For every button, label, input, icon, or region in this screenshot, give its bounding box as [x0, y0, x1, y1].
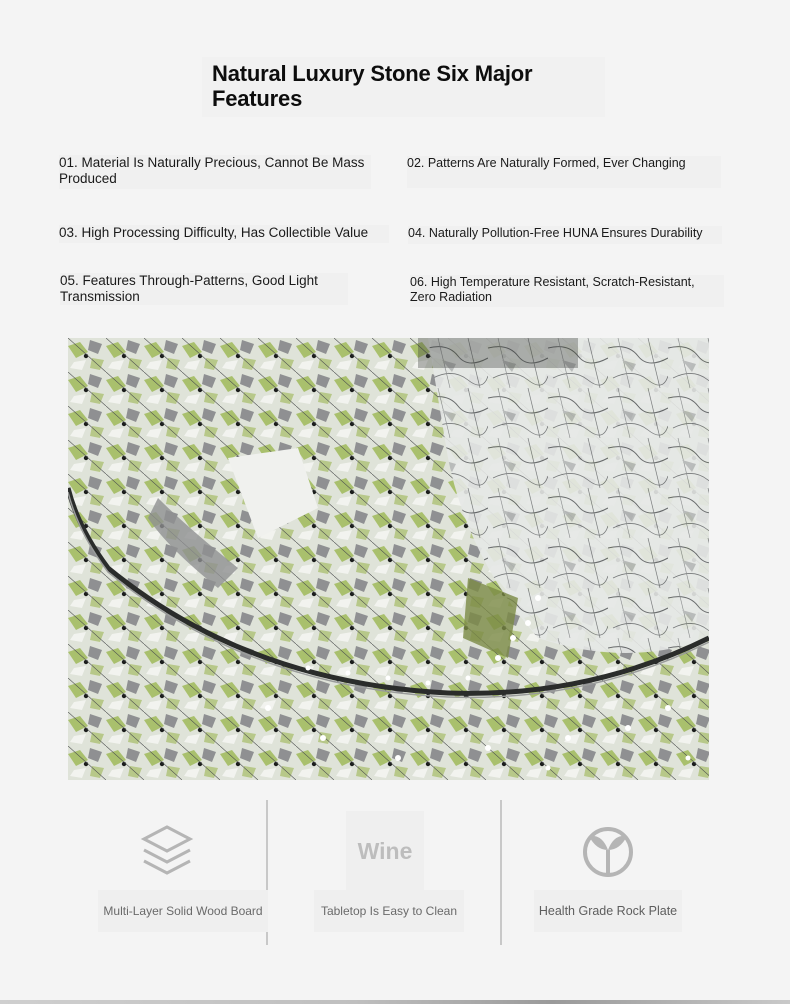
- highlight-label-rock-plate: Health Grade Rock Plate: [534, 890, 682, 932]
- feature-04: 04. Naturally Pollution-Free HUNA Ensures Durability: [408, 226, 722, 244]
- feature-01: 01. Material Is Naturally Precious, Cannot Be Mass Produced: [59, 155, 371, 189]
- next-section-edge: [0, 1000, 790, 1004]
- feature-05: 05. Features Through-Patterns, Good Light Transmission: [60, 273, 348, 305]
- highlight-label-easy-clean: Tabletop Is Easy to Clean: [314, 890, 464, 932]
- page-title: Natural Luxury Stone Six Major Features: [212, 61, 533, 111]
- feature-03: 03. High Processing Difficulty, Has Collectible Value: [59, 225, 389, 243]
- highlight-label-wood-board: Multi-Layer Solid Wood Board: [98, 890, 268, 932]
- feature-02: 02. Patterns Are Naturally Formed, Ever Changing: [407, 156, 721, 188]
- wine-text-icon: Wine: [346, 811, 424, 891]
- column-divider-2: [500, 800, 502, 945]
- sprout-icon: [580, 822, 636, 878]
- layers-icon: [140, 824, 194, 878]
- feature-06: 06. High Temperature Resistant, Scratch-Resistant, Zero Radiation: [410, 275, 724, 307]
- marble-tabletop-photo: [68, 338, 709, 780]
- marble-texture-image: [68, 338, 709, 780]
